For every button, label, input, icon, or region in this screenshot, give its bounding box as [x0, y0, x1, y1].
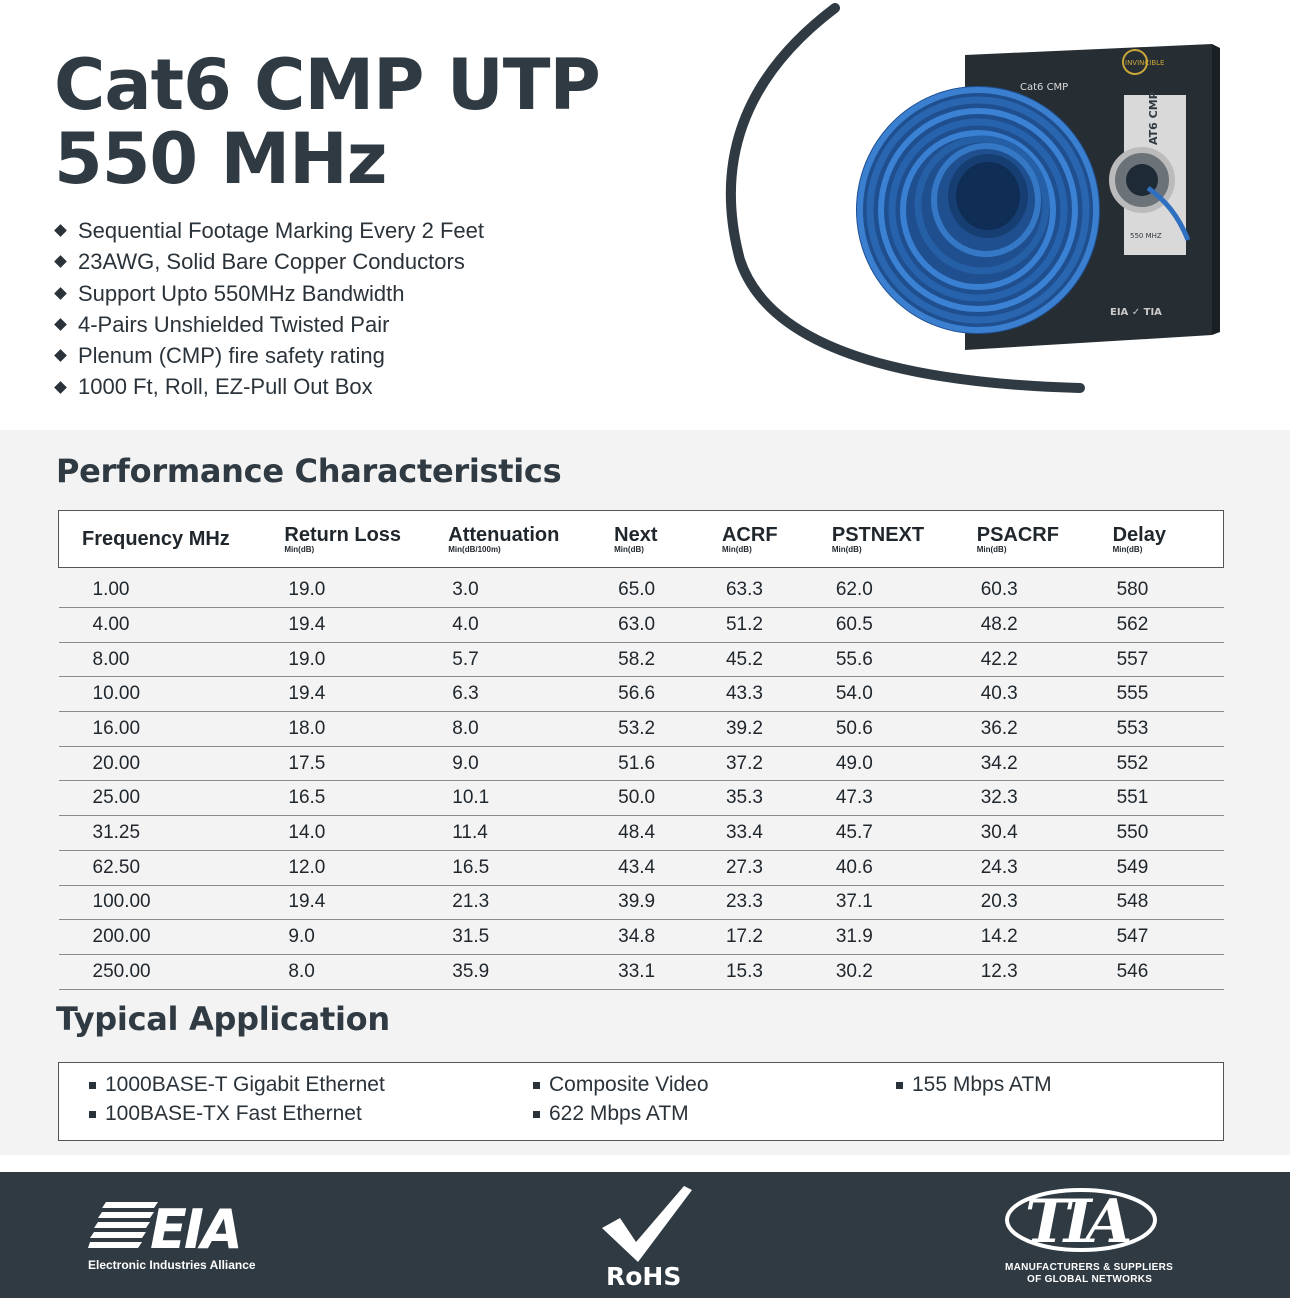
- table-cell: 14.2: [977, 920, 1113, 955]
- svg-text:550 MHZ: 550 MHZ: [1130, 232, 1162, 240]
- table-cell: 56.6: [614, 677, 722, 712]
- application-title: Typical Application: [56, 1000, 390, 1038]
- rohs-caption: RoHS: [606, 1262, 682, 1291]
- feature-item: Plenum (CMP) fire safety rating: [56, 340, 484, 371]
- table-cell: 25.00: [59, 781, 285, 816]
- table-cell: 100.00: [59, 885, 285, 920]
- feature-item: 1000 Ft, Roll, EZ-Pull Out Box: [56, 371, 484, 402]
- table-cell: 40.6: [832, 850, 977, 885]
- table-cell: 5.7: [448, 642, 614, 677]
- table-cell: 14.0: [284, 816, 448, 851]
- table-cell: 16.00: [59, 712, 285, 747]
- table-cell: 43.4: [614, 850, 722, 885]
- table-cell: 555: [1113, 677, 1224, 712]
- application-box: [58, 1062, 1224, 1141]
- table-cell: 11.4: [448, 816, 614, 851]
- column-header: Return Loss Min(dB): [284, 511, 448, 568]
- application-item: 155 Mbps ATM: [896, 1073, 1052, 1097]
- tia-logo: [1003, 1186, 1174, 1296]
- table-row: [59, 816, 1224, 851]
- table-cell: 553: [1113, 712, 1224, 747]
- table-row: [59, 885, 1224, 920]
- table-row: [59, 712, 1224, 747]
- table-cell: 250.00: [59, 954, 285, 989]
- eia-caption: Electronic Industries Alliance: [88, 1258, 256, 1272]
- cable-coil: [856, 86, 1100, 334]
- diamond-bullet-icon: [54, 256, 67, 269]
- column-header: Next Min(dB): [614, 511, 722, 568]
- table-cell: 63.3: [722, 568, 832, 608]
- performance-table: [58, 510, 1224, 990]
- table-cell: 60.5: [832, 608, 977, 643]
- eia-logo: [88, 1198, 308, 1278]
- feature-list: [56, 215, 484, 403]
- table-cell: 34.2: [977, 746, 1113, 781]
- table-cell: 562: [1113, 608, 1224, 643]
- column-header: PSACRF Min(dB): [977, 511, 1113, 568]
- tia-caption-line-1: MANUFACTURERS & SUPPLIERS: [1005, 1262, 1174, 1273]
- table-cell: 63.0: [614, 608, 722, 643]
- table-cell: 19.4: [284, 885, 448, 920]
- diamond-bullet-icon: [54, 349, 67, 362]
- table-cell: 557: [1113, 642, 1224, 677]
- title-line-2: 550 MHz: [54, 118, 387, 200]
- table-cell: 546: [1113, 954, 1224, 989]
- table-row: [59, 850, 1224, 885]
- svg-text:EIA: EIA: [150, 1198, 240, 1258]
- column-header: PSTNEXT Min(dB): [832, 511, 977, 568]
- square-bullet-icon: [89, 1082, 96, 1089]
- table-cell: 24.3: [977, 850, 1113, 885]
- table-cell: 37.2: [722, 746, 832, 781]
- table-cell: 35.9: [448, 954, 614, 989]
- application-item: Composite Video: [533, 1073, 709, 1097]
- table-cell: 39.2: [722, 712, 832, 747]
- table-cell: 17.5: [284, 746, 448, 781]
- svg-text:Cat6 CMP: Cat6 CMP: [1020, 82, 1069, 93]
- table-cell: 552: [1113, 746, 1224, 781]
- square-bullet-icon: [896, 1082, 903, 1089]
- table-cell: 19.4: [284, 677, 448, 712]
- square-bullet-icon: [533, 1082, 540, 1089]
- table-cell: 50.0: [614, 781, 722, 816]
- table-cell: 1.00: [59, 568, 285, 608]
- table-cell: 19.0: [284, 568, 448, 608]
- table-cell: 4.0: [448, 608, 614, 643]
- feature-item: 23AWG, Solid Bare Copper Conductors: [56, 246, 484, 277]
- checkmark-icon: [598, 1184, 698, 1264]
- table-cell: 42.2: [977, 642, 1113, 677]
- table-cell: 48.2: [977, 608, 1113, 643]
- table-cell: 33.1: [614, 954, 722, 989]
- table-cell: 45.2: [722, 642, 832, 677]
- table-cell: 50.6: [832, 712, 977, 747]
- product-image: [720, 0, 1290, 430]
- table-cell: 39.9: [614, 885, 722, 920]
- svg-text:AT6 CMP: AT6 CMP: [1147, 91, 1160, 145]
- table-cell: 54.0: [832, 677, 977, 712]
- title-line-1: Cat6 CMP UTP: [54, 44, 600, 126]
- table-cell: 30.4: [977, 816, 1113, 851]
- diamond-bullet-icon: [54, 287, 67, 300]
- application-item: 622 Mbps ATM: [533, 1102, 689, 1126]
- table-cell: 32.3: [977, 781, 1113, 816]
- table-cell: 43.3: [722, 677, 832, 712]
- table-cell: 4.00: [59, 608, 285, 643]
- eia-logo-icon: [88, 1198, 308, 1258]
- table-cell: 60.3: [977, 568, 1113, 608]
- table-cell: 21.3: [448, 885, 614, 920]
- table-row: [59, 642, 1224, 677]
- tia-caption-line-2: OF GLOBAL NETWORKS: [1027, 1274, 1153, 1285]
- table-cell: 37.1: [832, 885, 977, 920]
- svg-text:INVINCIBLE: INVINCIBLE: [1125, 59, 1165, 67]
- table-cell: 40.3: [977, 677, 1113, 712]
- table-cell: 36.2: [977, 712, 1113, 747]
- square-bullet-icon: [533, 1111, 540, 1118]
- table-cell: 550: [1113, 816, 1224, 851]
- table-row: [59, 568, 1224, 608]
- table-cell: 10.1: [448, 781, 614, 816]
- table-cell: 20.3: [977, 885, 1113, 920]
- table-cell: 31.5: [448, 920, 614, 955]
- diamond-bullet-icon: [54, 381, 67, 394]
- table-cell: 27.3: [722, 850, 832, 885]
- feature-item: Sequential Footage Marking Every 2 Feet: [56, 215, 484, 246]
- table-cell: 30.2: [832, 954, 977, 989]
- table-cell: 12.3: [977, 954, 1113, 989]
- tia-logo-icon: [1003, 1186, 1163, 1256]
- column-header: Delay Min(dB): [1113, 511, 1224, 568]
- table-cell: 62.0: [832, 568, 977, 608]
- svg-text:EIA ✓ TIA: EIA ✓ TIA: [1110, 307, 1162, 318]
- table-cell: 49.0: [832, 746, 977, 781]
- table-row: [59, 608, 1224, 643]
- table-row: [59, 746, 1224, 781]
- hero-section: [0, 0, 1290, 430]
- table-cell: 18.0: [284, 712, 448, 747]
- column-header: Attenuation Min(dB/100m): [448, 511, 614, 568]
- table-cell: 8.0: [284, 954, 448, 989]
- table-cell: 16.5: [284, 781, 448, 816]
- table-row: [59, 954, 1224, 989]
- table-row: [59, 677, 1224, 712]
- table-cell: 62.50: [59, 850, 285, 885]
- table-cell: 16.5: [448, 850, 614, 885]
- table-cell: 8.00: [59, 642, 285, 677]
- table-cell: 19.4: [284, 608, 448, 643]
- table-cell: 17.2: [722, 920, 832, 955]
- table-cell: 548: [1113, 885, 1224, 920]
- table-cell: 547: [1113, 920, 1224, 955]
- feature-item: 4-Pairs Unshielded Twisted Pair: [56, 309, 484, 340]
- square-bullet-icon: [89, 1111, 96, 1118]
- column-header: Frequency MHz: [59, 511, 285, 568]
- table-cell: 19.0: [284, 642, 448, 677]
- table-row: [59, 920, 1224, 955]
- table-cell: 45.7: [832, 816, 977, 851]
- table-cell: 48.4: [614, 816, 722, 851]
- rohs-logo: [598, 1184, 698, 1294]
- table-cell: 9.0: [448, 746, 614, 781]
- feature-item: Support Upto 550MHz Bandwidth: [56, 278, 484, 309]
- table-cell: 551: [1113, 781, 1224, 816]
- table-cell: 23.3: [722, 885, 832, 920]
- diamond-bullet-icon: [54, 224, 67, 237]
- table-cell: 51.2: [722, 608, 832, 643]
- table-cell: 549: [1113, 850, 1224, 885]
- application-item: 100BASE-TX Fast Ethernet: [89, 1102, 362, 1126]
- table-cell: 3.0: [448, 568, 614, 608]
- table-cell: 15.3: [722, 954, 832, 989]
- product-title: [54, 44, 600, 200]
- table-cell: 34.8: [614, 920, 722, 955]
- table-cell: 8.0: [448, 712, 614, 747]
- certification-footer: [0, 1172, 1290, 1298]
- table-cell: 9.0: [284, 920, 448, 955]
- table-cell: 47.3: [832, 781, 977, 816]
- table-cell: 580: [1113, 568, 1224, 608]
- table-cell: 10.00: [59, 677, 285, 712]
- table-cell: 55.6: [832, 642, 977, 677]
- table-cell: 33.4: [722, 816, 832, 851]
- table-cell: 6.3: [448, 677, 614, 712]
- table-cell: 31.9: [832, 920, 977, 955]
- svg-text:TIA: TIA: [1025, 1187, 1127, 1256]
- performance-title: Performance Characteristics: [56, 452, 562, 490]
- table-row: [59, 781, 1224, 816]
- table-body: [59, 568, 1224, 990]
- table-cell: 51.6: [614, 746, 722, 781]
- diamond-bullet-icon: [54, 318, 67, 331]
- application-item: 1000BASE-T Gigabit Ethernet: [89, 1073, 385, 1097]
- table-header-row: [59, 511, 1224, 568]
- table-cell: 12.0: [284, 850, 448, 885]
- table-cell: 200.00: [59, 920, 285, 955]
- table-cell: 58.2: [614, 642, 722, 677]
- table-cell: 53.2: [614, 712, 722, 747]
- table-cell: 20.00: [59, 746, 285, 781]
- table-cell: 35.3: [722, 781, 832, 816]
- table-cell: 31.25: [59, 816, 285, 851]
- table-cell: 65.0: [614, 568, 722, 608]
- column-header: ACRF Min(dB): [722, 511, 832, 568]
